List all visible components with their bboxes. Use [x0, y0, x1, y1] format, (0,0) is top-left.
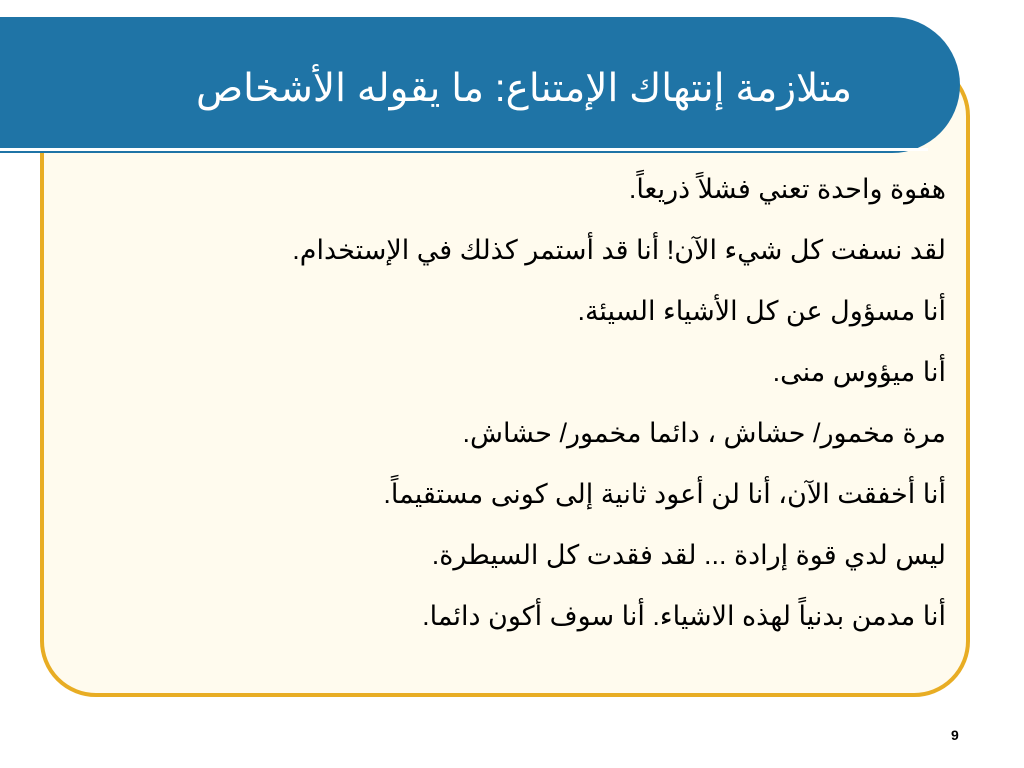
body-line: ليس لدي قوة إرادة ... لقد فقدت كل السيطرة.: [431, 540, 946, 570]
body-line: أنا مسؤول عن كل الأشياء السيئة.: [577, 296, 946, 326]
page-number: 9: [951, 727, 959, 743]
body-line: هفوة واحدة تعني فشلاً ذريعاً.: [628, 174, 946, 204]
slide-title: متلازمة إنتهاك الإمتناع: ما يقوله الأشخاص: [196, 67, 852, 110]
body-text: [86, 176, 946, 664]
body-line: مرة مخمور/ حشاش ، دائما مخمور/ حشاش.: [462, 418, 946, 448]
body-line: أنا مدمن بدنياً لهذه الاشياء. أنا سوف أكون دائما.: [422, 601, 946, 631]
body-line: لقد نسفت كل شيء الآن! أنا قد أستمر كذلك في الإستخدام.: [292, 235, 946, 265]
body-line: أنا ميؤوس منى.: [772, 357, 946, 387]
body-line: أنا أخفقت الآن، أنا لن أعود ثانية إلى كونى مستقيماً.: [383, 479, 946, 509]
title-bar: [0, 17, 960, 153]
title-underline: [0, 148, 928, 151]
